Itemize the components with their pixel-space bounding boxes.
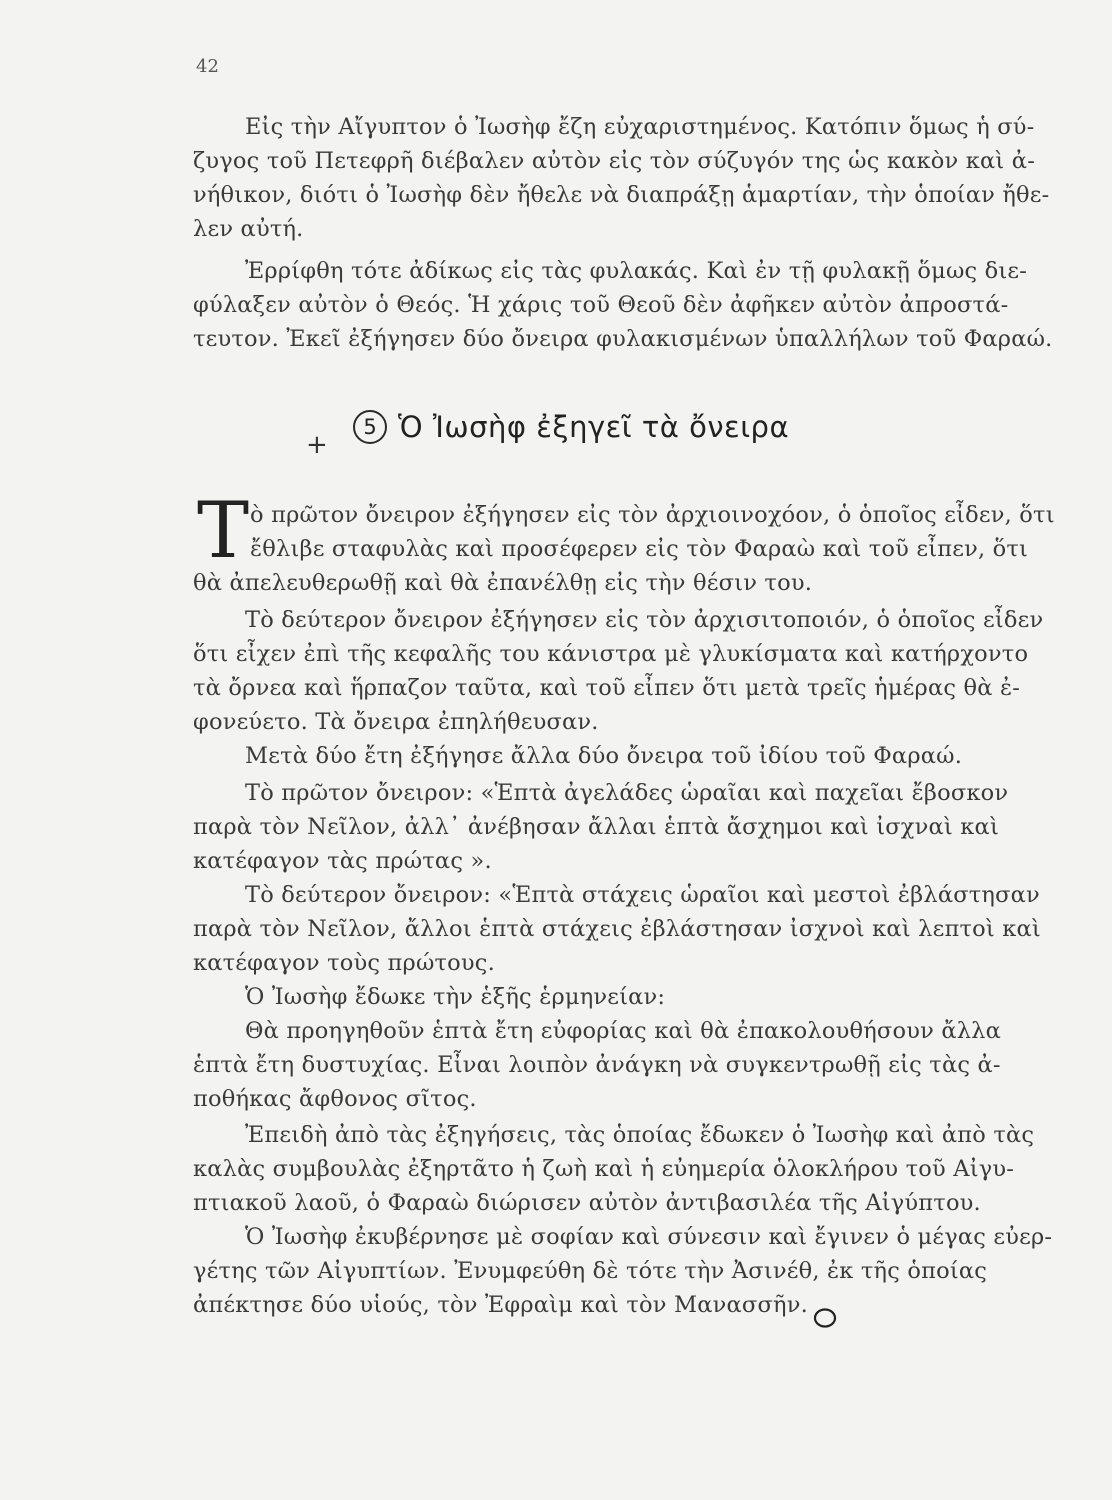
text-line: καλὰς συμβουλὰς ἐξηρτᾶτο ἡ ζωὴ καὶ ἡ εὐημερία ὁλοκλήρου τοῦ Αἰγυ-: [193, 1156, 1015, 1182]
text-line: παρὰ τὸν Νεῖλον, ἄλλοι ἑπτὰ στάχεις ἐβλάστησαν ἰσχνοὶ καὶ λεπτοὶ καὶ: [193, 916, 1041, 942]
text-line: Ἐπειδὴ ἀπὸ τὰς ἐξηγήσεις, τὰς ὁποίας ἔδωκεν ὁ Ἰωσὴφ καὶ ἀπὸ τὰς: [245, 1122, 1035, 1148]
text-line: τευτον. Ἐκεῖ ἐξήγησεν δύο ὄνειρα φυλακισμένων ὑπαλλήλων τοῦ Φαραώ.: [193, 326, 1053, 352]
plus-mark: +: [306, 430, 328, 460]
text-line: ἑπτὰ ἔτη δυστυχίας. Εἶναι λοιπὸν ἀνάγκη νὰ συγκεντρωθῇ εἰς τὰς ἀ-: [193, 1052, 1001, 1078]
text-line: ὸ πρῶτον ὄνειρον ἐξήγησεν εἰς τὸν ἀρχιοινοχόον, ὁ ὁποῖος εἶδεν, ὅτι: [250, 502, 1055, 528]
page-number: 42: [196, 56, 219, 77]
text-line: φύλαξεν αὐτὸν ὁ Θεός. Ἡ χάρις τοῦ Θεοῦ δὲν ἀφῆκεν αὐτὸν ἀπροστά-: [193, 292, 1009, 318]
text-line: Θὰ προηγηθοῦν ἑπτὰ ἔτη εὐφορίας καὶ θὰ ἐπακολουθήσουν ἄλλα: [245, 1018, 1002, 1044]
text-line: Τὸ δεύτερον ὄνειρον: «Ἑπτὰ στάχεις ὡραῖοι καὶ μεστοὶ ἐβλάστησαν: [245, 882, 1040, 908]
text-line: φονεύετο. Τὰ ὄνειρα ἐπηλήθευσαν.: [193, 709, 599, 735]
text-line: Μετὰ δύο ἔτη ἐξήγησε ἄλλα δύο ὄνειρα τοῦ ἰδίου τοῦ Φαραώ.: [245, 743, 963, 769]
text-line: κατέφαγον τὰς πρώτας ».: [193, 848, 492, 874]
text-line: Ἐρρίφθη τότε ἀδίκως εἰς τὰς φυλακάς. Καὶ ἐν τῇ φυλακῇ ὅμως διε-: [245, 258, 1028, 284]
text-line: ἀπέκτησε δύο υἱούς, τὸν Ἐφραὶμ καὶ τὸν Μανασσῆν.: [193, 1292, 808, 1318]
text-line: ζυγος τοῦ Πετεφρῆ διέβαλεν αὐτὸν εἰς τὸν σύζυγόν της ὡς κακὸν καὶ ἀ-: [193, 148, 1036, 174]
text-line: νήθικον, διότι ὁ Ἰωσὴφ δὲν ἤθελε νὰ διαπράξῃ ἁμαρτίαν, τὴν ὁποίαν ἤθε-: [193, 182, 1050, 208]
text-line: Ὁ Ἰωσὴφ ἐκυβέρνησε μὲ σοφίαν καὶ σύνεσιν καὶ ἔγινεν ὁ μέγας εὐερ-: [245, 1224, 1053, 1250]
text-line: ἔθλιβε σταφυλὰς καὶ προσέφερεν εἰς τὸν Φαραὼ καὶ τοῦ εἶπεν, ὅτι: [250, 536, 1029, 562]
text-line: θὰ ἀπελευθερωθῇ καὶ θὰ ἐπανέλθῃ εἰς τὴν θέσιν του.: [193, 570, 813, 596]
text-line: ποθήκας ἄφθονος σῖτος.: [193, 1086, 477, 1112]
drop-cap: Τ: [197, 486, 250, 576]
section-title: Ὁ Ἰωσὴφ ἐξηγεῖ τὰ ὄνειρα: [398, 410, 790, 444]
text-line: πτιακοῦ λαοῦ, ὁ Φαραὼ διώρισεν αὐτὸν ἀντιβασιλέα τῆς Αἰγύπτου.: [193, 1190, 981, 1216]
text-line: Τὸ δεύτερον ὄνειρον ἐξήγησεν εἰς τὸν ἀρχισιτοποιόν, ὁ ὁποῖος εἶδεν: [245, 607, 1044, 633]
text-line: παρὰ τὸν Νεῖλον, ἀλλ᾽ ἀνέβησαν ἄλλαι ἑπτὰ ἄσχημοι καὶ ἰσχναὶ καὶ: [193, 814, 999, 840]
end-mark-icon: [812, 1305, 838, 1331]
text-line: Εἰς τὴν Αἴγυπτον ὁ Ἰωσὴφ ἔζη εὐχαριστημένος. Κατόπιν ὅμως ἡ σύ-: [245, 114, 1035, 140]
text-line: τὰ ὄρνεα καὶ ἥρπαζον ταῦτα, καὶ τοῦ εἶπεν ὅτι μετὰ τρεῖς ἡμέρας θὰ ἐ-: [193, 675, 1021, 701]
section-number-badge: 5: [353, 410, 387, 444]
text-line: Τὸ πρῶτον ὄνειρον: «Ἑπτὰ ἀγελάδες ὡραῖαι καὶ παχεῖαι ἔβοσκον: [245, 780, 1009, 806]
text-line: λεν αὐτή.: [193, 216, 304, 242]
text-line: Ὁ Ἰωσὴφ ἔδωκε τὴν ἑξῆς ἑρμηνείαν:: [245, 984, 666, 1010]
text-line: ὅτι εἶχεν ἐπὶ τῆς κεφαλῆς του κάνιστρα μὲ γλυκίσματα καὶ κατήρχοντο: [193, 641, 1029, 667]
text-line: κατέφαγον τοὺς πρώτους.: [193, 950, 495, 976]
text-line: γέτης τῶν Αἰγυπτίων. Ἐνυμφεύθη δὲ τότε τὴν Ἀσινέθ, ἐκ τῆς ὁποίας: [193, 1258, 988, 1284]
